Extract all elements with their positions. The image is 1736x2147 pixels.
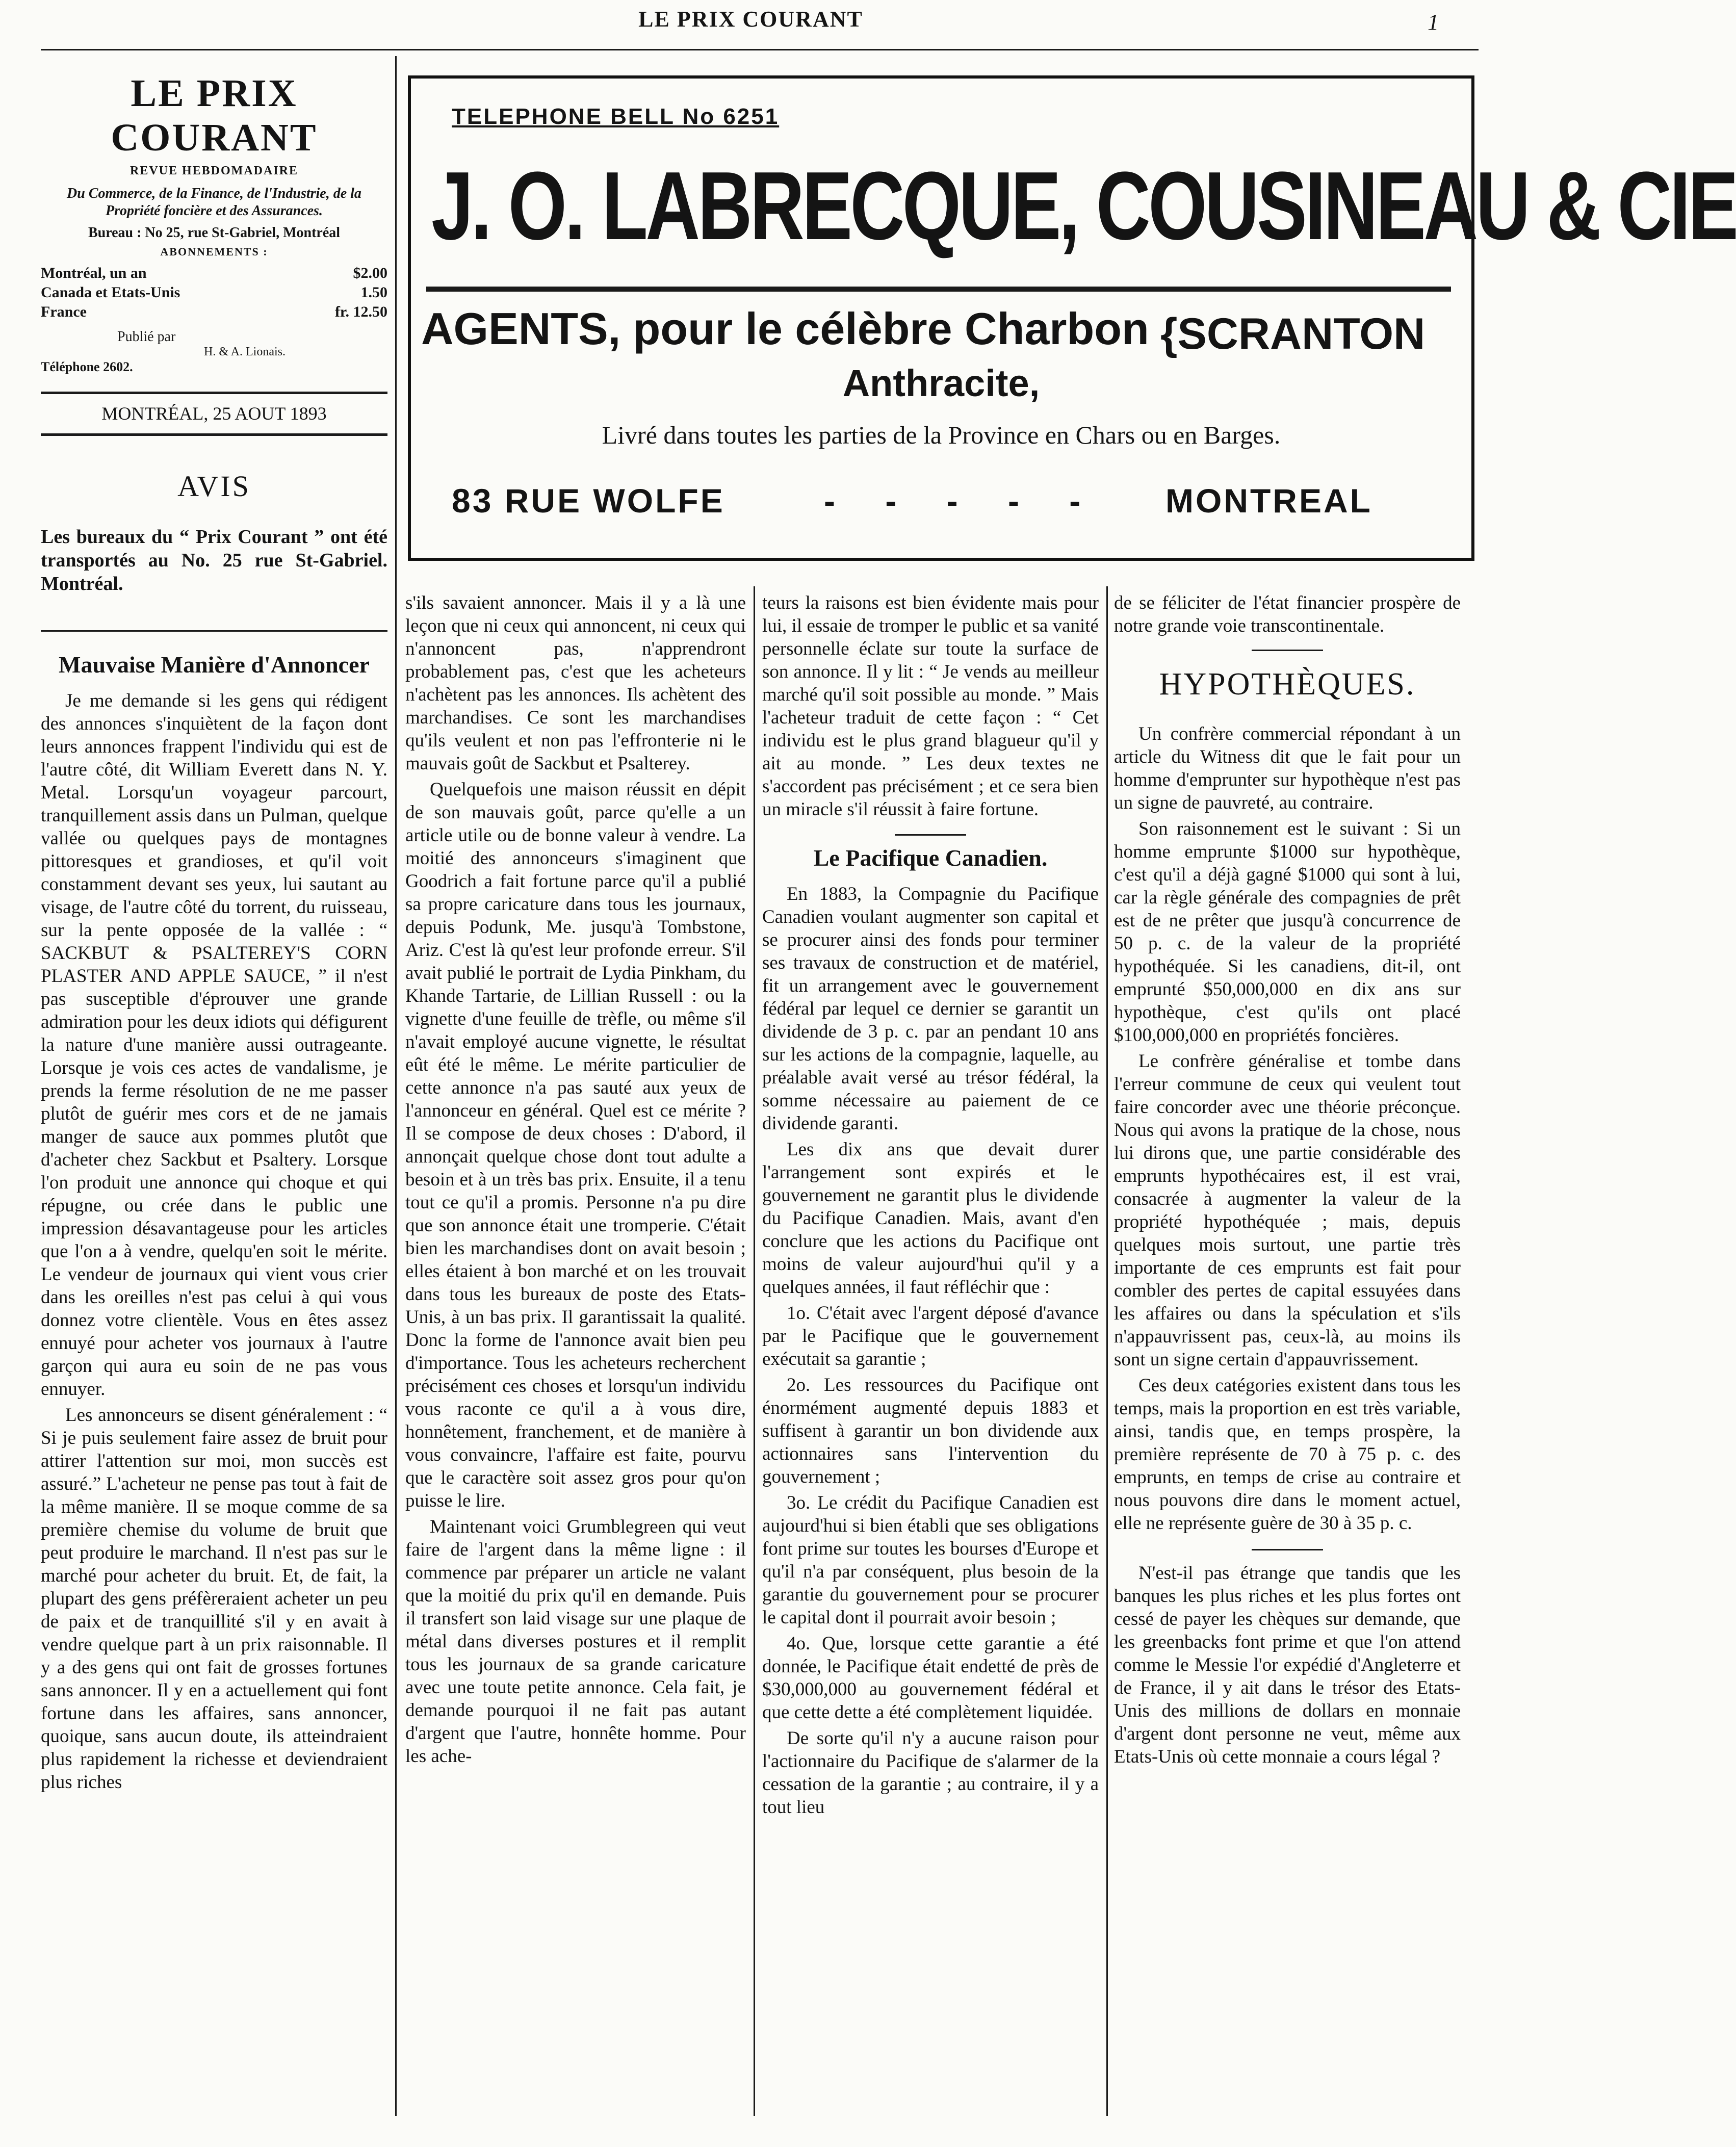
ad-coal-type: Anthracite, <box>842 362 1040 404</box>
paragraph: Je me demande si les gens qui rédigent des annonces s'inquiètent de la façon dont leurs annonces frappent l'individu qui est de l'autre côté, dit William Everett dans N. Y. Metal. Lorsqu'un voyageur parcourt, tranquillement assis dans un Pulman, quelque vallée ou quelques pays de montagnes pittoresques et grandioses, et qu'il voit constamment devant ses yeux, lui sautant au visage, de l'autre côté du torrent, du ruisseau, sur la pente opposée de la vallée : “ SACKBUT & PSALTEREY'S CORN PLASTER AND APPLE SAUCE, ” il n'est pas susceptible d'éprouver une grande admiration pour les deux idiots qui défigurent la nature d'une manière aussi outrageante. Lorsque je vois ces actes de vandalisme, je prends la ferme résolution de ne me passer plutôt de guérir mes cors et de ne jamais manger de sauce aux pommes plutôt que d'acheter chez Sackbut et Psaltery. Lorsque l'on produit une annonce qui choque et qui répugne, ou crée dans le public une impression désavantageuse pour les articles que l'on a à vendre, quelqu'en soit le mérite. Le vendeur de journaux qui vient vous crier dans les oreilles n'est pas celui à qui vous donnez votre clientèle. Vous en êtes assez ennuyé pour acheter vos journaux à l'autre garçon qui aura eu soin de ne pas vous ennuyer. <box>41 690 387 1400</box>
avis-text: Les bureaux du “ Prix Courant ” ont été transportés au No. 25 rue St-Gabriel. Montréal. <box>41 526 387 594</box>
subscription-row: France fr. 12.50 <box>41 303 387 320</box>
paragraph: Quelquefois une maison réussit en dépit de son mauvais goût, parce qu'elle a un article utile ou de bonne valeur à vendre. La moitié des annonceurs s'imaginent que Goodrich a fait fortune parce qu'il a publié sa propre caricature dans tous les journaux, depuis Podunk, Me. jusqu'à Tombstone, Ariz. C'est là qu'est leur profonde erreur. S'il avait publié le portrait de Lydia Pinkham, du Khande Tartarie, de Lillian Russell : ou la vignette d'une feuille de trèfle, ou même s'il n'avait employé aucune vignette, le résultat eût été le même. Le mérite particulier de cette annonce n'a pas sauté aux yeux de l'annonceur en général. Quel est ce mérite ? Il se compose de deux choses : D'abord, il annonçait quelque chose dont tout adulte a besoin et à un très bas prix. Ensuite, il a tenu tout ce qu'il a promis. Personne n'a pu dire que son annonce était une tromperie. C'était bien les marchandises dont on avait besoin ; elles étaient à bon marché et on les trouvait dans tous les bureaux de poste des Etats-Unis, à un bas prix. Il garantissait la qualité. Donc la forme de l'annonce avait bien peu d'importance. Tous les acheteurs recherchent précisément ces choses et lorsqu'un individu vous raconte ce qu'il a à vous dire, honnêtement, franchement, et de manière à vous convaincre, l'affaire est faite, pourvu que le caractère soit assez gros pour qu'on puisse le lire. <box>405 779 746 1511</box>
paragraph: En 1883, la Compagnie du Pacifique Canadien voulant augmenter son capital et se procurer ainsi des fonds pour terminer ses travaux de construction et de matériel, fit un arrangement avec le gouvernement fédéral par lequel ce dernier se garantit un dividende de 3 p. c. par an pendant 10 ans sur les actions de la compagnie, laquelle, au préalable avait versé au trésor fédéral, la somme nécessaire au paiement de ce dividende garanti. <box>762 884 1099 1134</box>
subscriptions-list <box>41 264 387 322</box>
vsep-3 <box>1106 586 1108 2116</box>
column-4 <box>1114 591 1461 1771</box>
article-title-pacifique: Le Pacifique Canadien. <box>813 845 1048 871</box>
date-rule <box>41 433 387 436</box>
masthead <box>41 71 387 375</box>
masthead-subtitle: REVUE HEBDOMADAIRE <box>129 164 299 177</box>
paragraph: teurs la raisons est bien évidente mais pour lui, il essaie de tromper le public et sa vanité personnelle éclate sur toute la surface de son annonce. Il y lit : “ Je vends au meilleur marché qu'il soit possible au monde. ” Mais l'acheteur traduit de cette façon : “ Cet individu est le plus grand blagueur qu'il y ait au monde. ” Les deux textes ne s'accordent pas précisément ; et ce sera bien un miracle s'il réussit à faire fortune. <box>762 592 1099 820</box>
paragraph: Les dix ans que devait durer l'arrangement sont expirés et le gouvernement ne garantit plus le dividende du Pacifique Canadien. Mais, avant d'en conclure que les actions du Pacifique ont moins de valeur aujourd'hui qu'il y a quelques années, il faut réfléchir que : <box>762 1139 1099 1298</box>
vsep-1 <box>395 56 397 2116</box>
page-number: 1 <box>1428 10 1439 35</box>
article-title-hypotheques: HYPOTHÈQUES. <box>1159 667 1416 702</box>
column-2 <box>405 591 746 1771</box>
ad-agents-line <box>421 303 1149 355</box>
masthead-title: LE PRIX COURANT <box>111 72 318 159</box>
paragraph: Le confrère généralise et tombe dans l'erreur commune de ceux qui veulent tout faire concorder avec une théorie préconçue. Nous qui avons la pratique de la chose, nous lui dirons que, une partie considérable des emprunts hypothécaires est, il est vrai, consacrée à augmenter la valeur de la propriété hypothéquée ; mais, depuis quelques mois surtout, une partie très importante de ces emprunts est fait pour combler des pertes de capital essuyées dans les affaires ou dans la spéculation et s'ils n'appauvrissent pas, ceux-là, au moins ils sont un signe certain d'appauvrissement. <box>1114 1051 1461 1370</box>
publisher-block <box>41 329 387 375</box>
paragraph: Maintenant voici Grumblegreen qui veut faire de l'argent dans la même ligne : il commence par préparer un article ne valant que la moitié du prix qu'il en demande. Puis il transfert son laid visage sur une plaque de métal dans diverses postures et il remplit tous les journaux de sa grande caricature avec une toute petite annonce. Cela fait, je demande pourquoi il ne fait pas autant d'argent que l'autre, honnête homme. Pour les ache- <box>405 1516 746 1767</box>
ad-company: J. O. LABRECQUE, COUSINEAU & CIE <box>431 152 1736 260</box>
column-1 <box>41 642 387 1797</box>
paragraph: Ces deux catégories existent dans tous les temps, mais la proportion en est très variable, ainsi, tandis que, en temps prospère, la première représente de 70 à 75 p. c. des emprunts, en temps de crise au contraire et nous pouvons dire dans le moment actuel, elle ne représente guère de 30 à 35 p. c. <box>1114 1375 1461 1534</box>
paragraph: De sorte qu'il n'y a aucune raison pour l'actionnaire du Pacifique de s'alarmer de la cessation de la garantie ; au contraire, il y a tout lieu <box>762 1728 1099 1818</box>
article-title-annoncer: Mauvaise Manière d'Annoncer <box>59 652 370 678</box>
publishers: H. & A. Lionais. <box>204 345 286 358</box>
top-rule <box>41 49 1479 50</box>
paragraph: Son raisonnement est le suivant : Si un homme emprunte $1000 sur hypothèque, c'est qu'il a déjà gagné $1000 qui sont à lui, car la règle générale des compagnies de prêt est de ne prêter que jusqu'à concurrence de 50 p. c. de la valeur de la propriété hypothéquée. Si les canadiens, dit-il, ont emprunté $50,000,000 en dix ans sur hypothèque, c'est qu'ils ont placé $100,000,000 en propriétés foncières. <box>1114 818 1461 1046</box>
masthead-rule <box>41 392 387 394</box>
vsep-2 <box>754 586 755 2116</box>
date-line: MONTRÉAL, 25 AOUT 1893 <box>101 403 327 424</box>
bureau-label: Bureau : <box>88 225 142 241</box>
ad-rule <box>426 287 1451 292</box>
paragraph: 1o. C'était avec l'argent déposé d'avance par le Pacifique que le gouvernement exécutait sa garantie ; <box>762 1303 1099 1369</box>
article-divider <box>895 834 966 836</box>
paragraph: Un confrère commercial répondant à un article du Witness dit que le fait pour un homme d'emprunter sur hypothèque n'est pas un signe de pauvreté, au contraire. <box>1114 723 1461 813</box>
column-3 <box>762 591 1099 1822</box>
bureau-line <box>41 225 387 241</box>
paragraph: Les annonceurs se disent généralement : “ Si je puis seulement faire assez de bruit pour attirer l'attention sur moi, mon succès est assuré.” L'acheteur ne pense pas tout à fait de la même manière. Il se moque comme de sa première chemise du volume de bruit que peut produire le marchand. Il n'est pas sur le marché pour acheter du bruit. Et, de fait, la plupart des gens préfèreraient acheter un peu de paix et de tranquillité s'il y en avait à vendre quelque part à un prix raisonnable. Il y a des gens qui ont fait de grosses fortunes sans annoncer. Il y en a actuellement qui font fortune dans les affaires, sans annoncer, quoique, sans aucun doute, ils atteindraient plus rapidement la richesse et deviendraient plus riches <box>41 1405 387 1793</box>
advertisement <box>408 75 1736 561</box>
running-head: LE PRIX COURANT <box>638 7 863 32</box>
bureau-address: No 25, rue St-Gabriel, Montréal <box>145 225 341 241</box>
article-divider <box>1252 650 1323 651</box>
masthead-description: Du Commerce, de la Finance, de l'Industrie, de la Propriété foncière et des Assurances. <box>67 186 361 219</box>
subscriptions-heading: ABONNEMENTS : <box>160 245 268 258</box>
paragraph: 4o. Que, lorsque cette garantie a été donnée, le Pacifique était endetté de près de $30,000,000 au gouvernement fédéral et que cette dette a été complètement liquidée. <box>762 1633 1099 1723</box>
paragraph: s'ils savaient annoncer. Mais il y a là une leçon que ni ceux qui annoncent, ni ceux qui n'annoncent pas, n'apprendront probablement pas, c'est que les acheteurs n'achètent pas les annonces. Ils achètent des marchandises. Ce sont les marchandises qu'ils veulent et non pas l'effronterie ni le mauvais goût de Sackbut et Psalterey. <box>405 592 746 774</box>
ad-delivery: Livré dans toutes les parties de la Province en Chars ou en Barges. <box>602 421 1281 449</box>
ad-agents: AGENTS, pour le célèbre Charbon <box>421 303 1149 354</box>
avis-rule <box>41 630 387 632</box>
ad-address: 83 RUE WOLFE <box>452 482 725 520</box>
paragraph: de se féliciter de l'état financier prospère de notre grande voie transcontinentale. <box>1114 592 1461 636</box>
paragraph: 3o. Le crédit du Pacifique Canadien est aujourd'hui si bien établi que ses obligations font prime sur toutes les bourses d'Europe et qu'il n'a par conséquent, plus besoin de la garantie du gouvernement pour se procurer le capital dont il pourrait avoir besoin ; <box>762 1492 1099 1628</box>
article-divider <box>1252 1549 1323 1550</box>
ad-dashes: - - - - - <box>824 482 1101 520</box>
paragraph: N'est-il pas étrange que tandis que les banques les plus riches et les plus fortes ont cessé de payer les chèques sur demande, que les greenbacks font prime et que l'on attend comme le Messie l'or expédié d'Angleterre et de France, il y ait dans le trésor des Etats-Unis des millions de dollars en monnaie d'argent dont personne ne veut, même aux Etats-Unis où cette monnaie a cours légal ? <box>1114 1563 1461 1767</box>
ad-telephone: TELEPHONE BELL No 6251 <box>452 104 780 129</box>
ad-city: MONTREAL <box>1165 482 1372 520</box>
telephone: Téléphone 2602. <box>41 359 133 374</box>
paragraph: 2o. Les ressources du Pacifique ont énormément augmenté depuis 1883 et suffisent à garantir un bon dividende aux actionnaires sans l'intervention du gouvernement ; <box>762 1375 1099 1487</box>
avis-heading: AVIS <box>177 470 251 503</box>
subscription-row: Canada et Etats-Unis 1.50 <box>41 284 387 301</box>
subscription-row: Montréal, un an $2.00 <box>41 265 387 281</box>
published-by-label: Publié par <box>117 329 176 345</box>
ad-brand: {SCRANTON <box>1160 309 1426 358</box>
